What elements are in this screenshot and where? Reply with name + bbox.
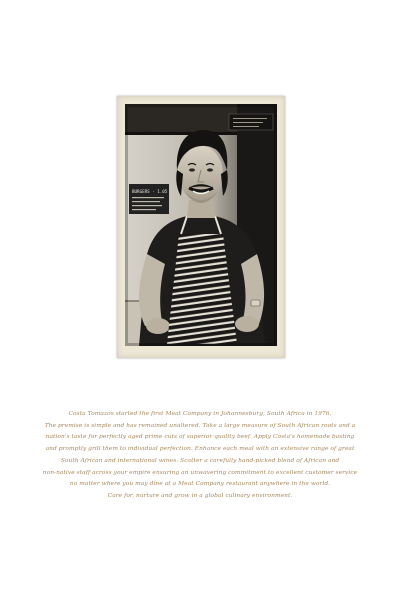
founder-photo	[125, 104, 277, 346]
menu-sign-left-text: BURGERS · 1.05	[132, 189, 168, 194]
caption-line: nation's taste for perfectly aged prime cuts of superior quality beef. Apply Costa's homemade basting	[45, 434, 355, 441]
founder-photo-illustration	[125, 104, 277, 346]
caption-line: The premise is simple and has remained unaltered. Take a large measure of South African roots and a	[44, 422, 356, 429]
caption-line: Care for, nurture and grow in a global culinary environment.	[107, 492, 293, 499]
caption-line: South African and international wines. Scatter a carefully hand-picked blend of African and	[60, 457, 340, 464]
photo-frame	[117, 96, 285, 358]
caption-line: and promptly grill them to individual perfection. Enhance each meal with an extensive range of great	[45, 446, 355, 453]
caption-line: Costa Tomazos started the first Meat Company in Johannesburg, South Africa in 1976.	[68, 411, 332, 417]
caption-line: non-native staff across your empire ensuring an unwavering commitment to excellent customer service	[42, 469, 358, 476]
caption-line: no matter where you may dine at a Meat Company restaurant anywhere in the world.	[69, 481, 331, 488]
history-caption	[20, 409, 380, 503]
